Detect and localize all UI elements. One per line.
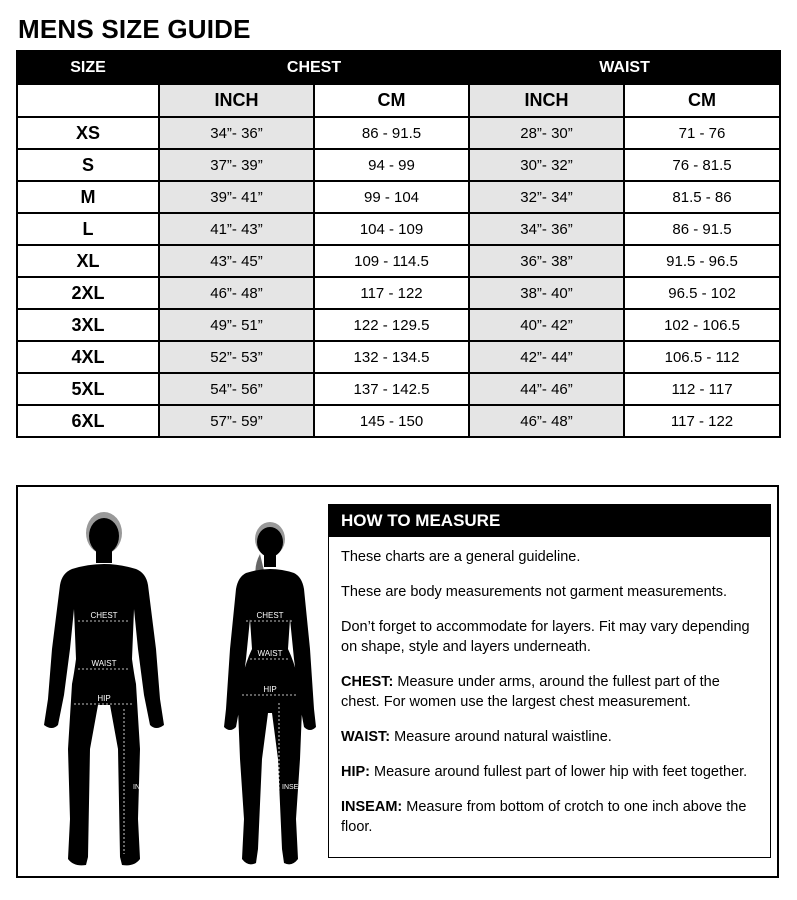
- waist-cm-cell: 106.5 - 112: [624, 341, 780, 373]
- chest-cm-cell: 132 - 134.5: [314, 341, 469, 373]
- waist-instruction-text: Measure around natural waistline.: [390, 729, 612, 745]
- chest-inch-cell: 52”- 53”: [159, 341, 314, 373]
- table-row: [17, 213, 780, 245]
- inseam-instruction: [341, 797, 758, 837]
- chest-inch-cell: 46”- 48”: [159, 277, 314, 309]
- waist-inch-cell: 30”- 32”: [469, 149, 624, 181]
- waist-cm-cell: 86 - 91.5: [624, 213, 780, 245]
- female-inseam-label: INSEAM: [282, 784, 309, 791]
- chest-cm-cell: 117 - 122: [314, 277, 469, 309]
- how-to-measure-panel: [328, 504, 771, 858]
- waist-inch-cell: 38”- 40”: [469, 277, 624, 309]
- waist-inch-cell: 36”- 38”: [469, 245, 624, 277]
- inseam-instruction-text: Measure from bottom of crotch to one inch above the floor.: [341, 799, 747, 835]
- chest-cm-cell: 137 - 142.5: [314, 373, 469, 405]
- chest-inch-cell: 43”- 45”: [159, 245, 314, 277]
- waist-instruction: [341, 727, 758, 747]
- chest-cm-cell: 122 - 129.5: [314, 309, 469, 341]
- chest-cm-cell: 109 - 114.5: [314, 245, 469, 277]
- size-cell: XL: [17, 245, 159, 277]
- table-row: [17, 373, 780, 405]
- chest-inch-cell: 57”- 59”: [159, 405, 314, 437]
- waist-cm-cell: 117 - 122: [624, 405, 780, 437]
- empty-subheader-cell: [17, 84, 159, 117]
- chest-inch-cell: 39”- 41”: [159, 181, 314, 213]
- table-row: [17, 341, 780, 373]
- hip-instruction: [341, 762, 758, 782]
- waist-inch-cell: 40”- 42”: [469, 309, 624, 341]
- male-inseam-label: INSEAM: [133, 784, 160, 791]
- chest-column-header: CHEST: [159, 51, 469, 84]
- chest-inch-cell: 34”- 36”: [159, 117, 314, 149]
- chest-instruction: [341, 672, 758, 712]
- waist-cm-cell: 81.5 - 86: [624, 181, 780, 213]
- size-table: [16, 50, 781, 438]
- table-row: [17, 277, 780, 309]
- chest-cm-cell: 145 - 150: [314, 405, 469, 437]
- size-cell: S: [17, 149, 159, 181]
- waist-inch-header: INCH: [469, 84, 624, 117]
- size-cell: L: [17, 213, 159, 245]
- chest-inch-cell: 54”- 56”: [159, 373, 314, 405]
- female-hip-label: HIP: [263, 685, 277, 694]
- waist-cm-cell: 112 - 117: [624, 373, 780, 405]
- waist-inch-cell: 42”- 44”: [469, 341, 624, 373]
- size-cell: XS: [17, 117, 159, 149]
- chest-cm-cell: 99 - 104: [314, 181, 469, 213]
- size-cell: 3XL: [17, 309, 159, 341]
- chest-inch-header: INCH: [159, 84, 314, 117]
- table-row: [17, 117, 780, 149]
- waist-cm-header: CM: [624, 84, 780, 117]
- waist-inch-cell: 44”- 46”: [469, 373, 624, 405]
- waist-cm-cell: 76 - 81.5: [624, 149, 780, 181]
- chest-cm-cell: 94 - 99: [314, 149, 469, 181]
- waist-cm-cell: 102 - 106.5: [624, 309, 780, 341]
- body-figures: [38, 499, 328, 869]
- chest-inch-cell: 49”- 51”: [159, 309, 314, 341]
- table-header-row: [17, 51, 780, 84]
- size-cell: 4XL: [17, 341, 159, 373]
- male-silhouette-icon: [44, 512, 164, 865]
- male-waist-label: WAIST: [91, 659, 117, 668]
- female-silhouette-icon: [224, 522, 316, 864]
- male-chest-label: CHEST: [90, 611, 118, 620]
- waist-cm-cell: 91.5 - 96.5: [624, 245, 780, 277]
- size-cell: 5XL: [17, 373, 159, 405]
- layers-note: Don’t forget to accommodate for layers. Fit may vary depending on shape, style and layers underneath.: [341, 619, 750, 655]
- waist-inch-cell: 32”- 34”: [469, 181, 624, 213]
- page-title: MENS SIZE GUIDE: [18, 14, 251, 44]
- how-to-measure-body: [329, 537, 770, 837]
- waist-inch-cell: 28”- 30”: [469, 117, 624, 149]
- waist-instruction-label: WAIST:: [341, 729, 391, 745]
- size-cell: 2XL: [17, 277, 159, 309]
- female-chest-label: CHEST: [256, 611, 284, 620]
- inseam-instruction-label: INSEAM:: [341, 799, 403, 815]
- chest-instruction-label: CHEST:: [341, 674, 394, 690]
- male-hip-label: HIP: [97, 694, 111, 703]
- chest-instruction-text: Measure under arms, around the fullest part of the chest. For women use the largest chest measurement.: [341, 674, 720, 710]
- how-to-measure-title: HOW TO MEASURE: [329, 505, 770, 537]
- waist-column-header: WAIST: [469, 51, 780, 84]
- chest-inch-cell: 41”- 43”: [159, 213, 314, 245]
- table-row: [17, 245, 780, 277]
- body-measurement-note: These are body measurements not garment measurements.: [341, 584, 728, 600]
- how-to-measure-section: [16, 485, 779, 878]
- size-cell: M: [17, 181, 159, 213]
- size-column-header: SIZE: [17, 51, 159, 84]
- table-row: [17, 405, 780, 437]
- guideline-note: These charts are a general guideline.: [341, 549, 581, 565]
- chest-cm-cell: 86 - 91.5: [314, 117, 469, 149]
- chest-cm-header: CM: [314, 84, 469, 117]
- table-row: [17, 309, 780, 341]
- size-cell: 6XL: [17, 405, 159, 437]
- hip-instruction-label: HIP:: [341, 764, 370, 780]
- table-subheader-row: [17, 84, 780, 117]
- waist-cm-cell: 71 - 76: [624, 117, 780, 149]
- waist-inch-cell: 34”- 36”: [469, 213, 624, 245]
- hip-instruction-text: Measure around fullest part of lower hip with feet together.: [370, 764, 748, 780]
- waist-inch-cell: 46”- 48”: [469, 405, 624, 437]
- chest-cm-cell: 104 - 109: [314, 213, 469, 245]
- chest-inch-cell: 37”- 39”: [159, 149, 314, 181]
- table-row: [17, 181, 780, 213]
- female-waist-label: WAIST: [257, 649, 283, 658]
- table-row: [17, 149, 780, 181]
- waist-cm-cell: 96.5 - 102: [624, 277, 780, 309]
